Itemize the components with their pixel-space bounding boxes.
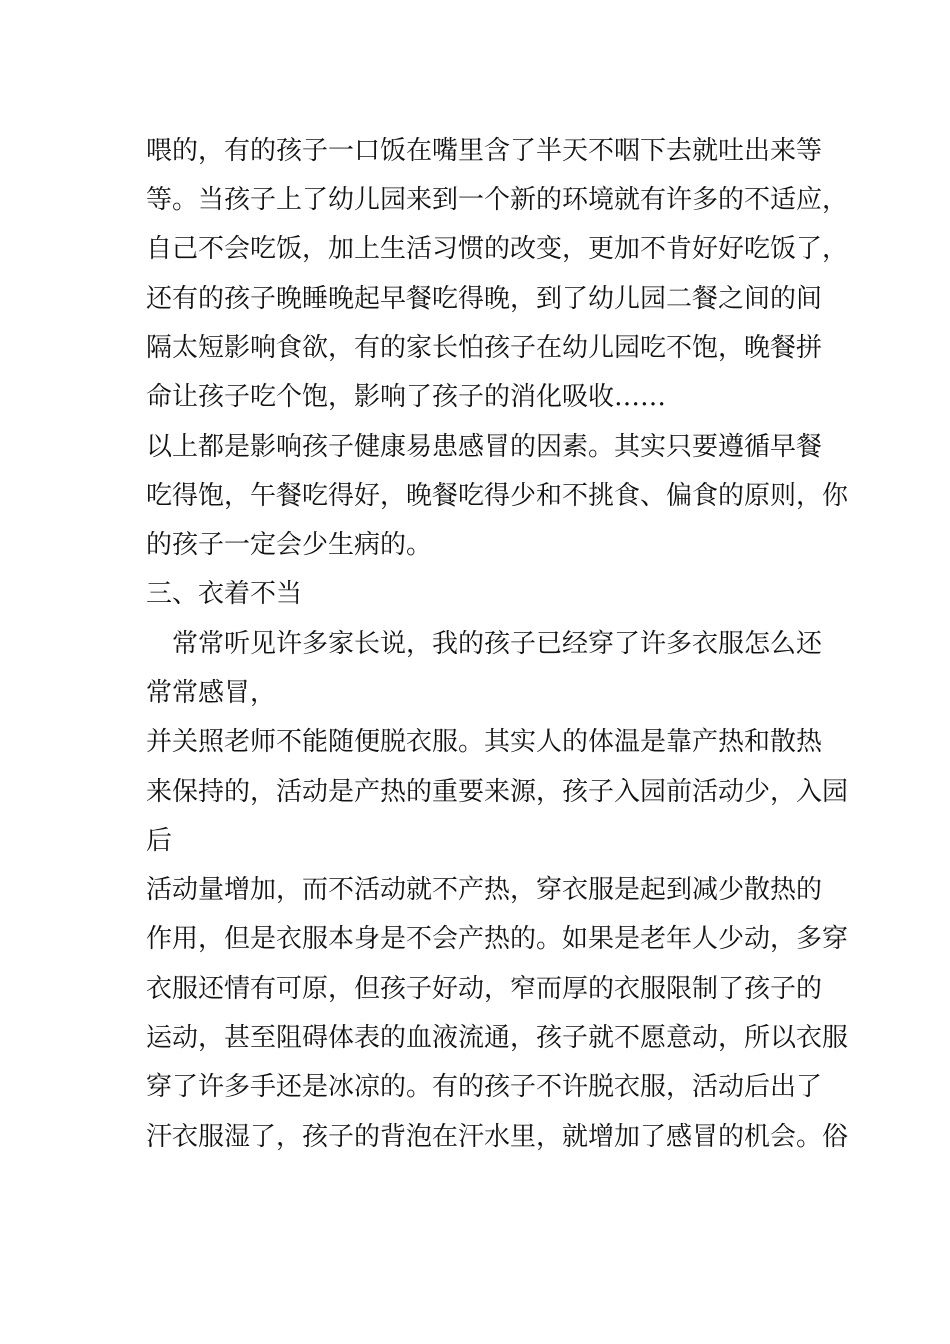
- body-text-line: 喂的，有的孩子一口饭在嘴里含了半天不咽下去就吐出来等: [146, 136, 823, 166]
- body-text-line: 衣服还情有可原，但孩子好动，窄而厚的衣服限制了孩子的: [146, 974, 823, 1004]
- body-text-line: 活动量增加，而不活动就不产热，穿衣服是起到减少散热的: [146, 875, 823, 905]
- body-text-line: 并关照老师不能随便脱衣服。其实人的体温是靠产热和散热: [146, 727, 823, 757]
- body-text-line: 等。当孩子上了幼儿园来到一个新的环境就有许多的不适应，: [146, 185, 849, 215]
- body-text-line: 来保持的，活动是产热的重要来源，孩子入园前活动少，入园: [146, 777, 849, 807]
- section-heading: 三、衣着不当: [146, 579, 303, 609]
- body-text-line: 常常听见许多家长说，我的孩子已经穿了许多衣服怎么还: [172, 629, 823, 659]
- body-text-line: 汗衣服湿了，孩子的背泡在汗水里，就增加了感冒的机会。俗: [146, 1122, 849, 1152]
- body-text-line: 自己不会吃饭，加上生活习惯的改变，更加不肯好好吃饭了，: [146, 234, 849, 264]
- body-text-line: 运动，甚至阻碍体表的血液流通，孩子就不愿意动，所以衣服: [146, 1023, 849, 1053]
- body-text-line: 隔太短影响食欲，有的家长怕孩子在幼儿园吃不饱，晚餐拼: [146, 333, 823, 363]
- body-text-line: 后: [146, 826, 173, 856]
- body-text-line: 命让孩子吃个饱，影响了孩子的消化吸收……: [146, 382, 667, 412]
- body-text-line: 常常感冒，: [146, 678, 277, 708]
- body-text-line: 作用，但是衣服本身是不会产热的。如果是老年人少动，多穿: [146, 924, 849, 954]
- body-text-line: 吃得饱，午餐吃得好，晚餐吃得少和不挑食、偏食的原则，你: [146, 481, 849, 511]
- body-text-line: 还有的孩子晚睡晚起早餐吃得晚，到了幼儿园二餐之间的间: [146, 284, 823, 314]
- body-text-line: 穿了许多手还是冰凉的。有的孩子不许脱衣服，活动后出了: [146, 1072, 823, 1102]
- body-text-line: 的孩子一定会少生病的。: [146, 530, 433, 560]
- body-text-line: 以上都是影响孩子健康易患感冒的因素。其实只要遵循早餐: [146, 432, 823, 462]
